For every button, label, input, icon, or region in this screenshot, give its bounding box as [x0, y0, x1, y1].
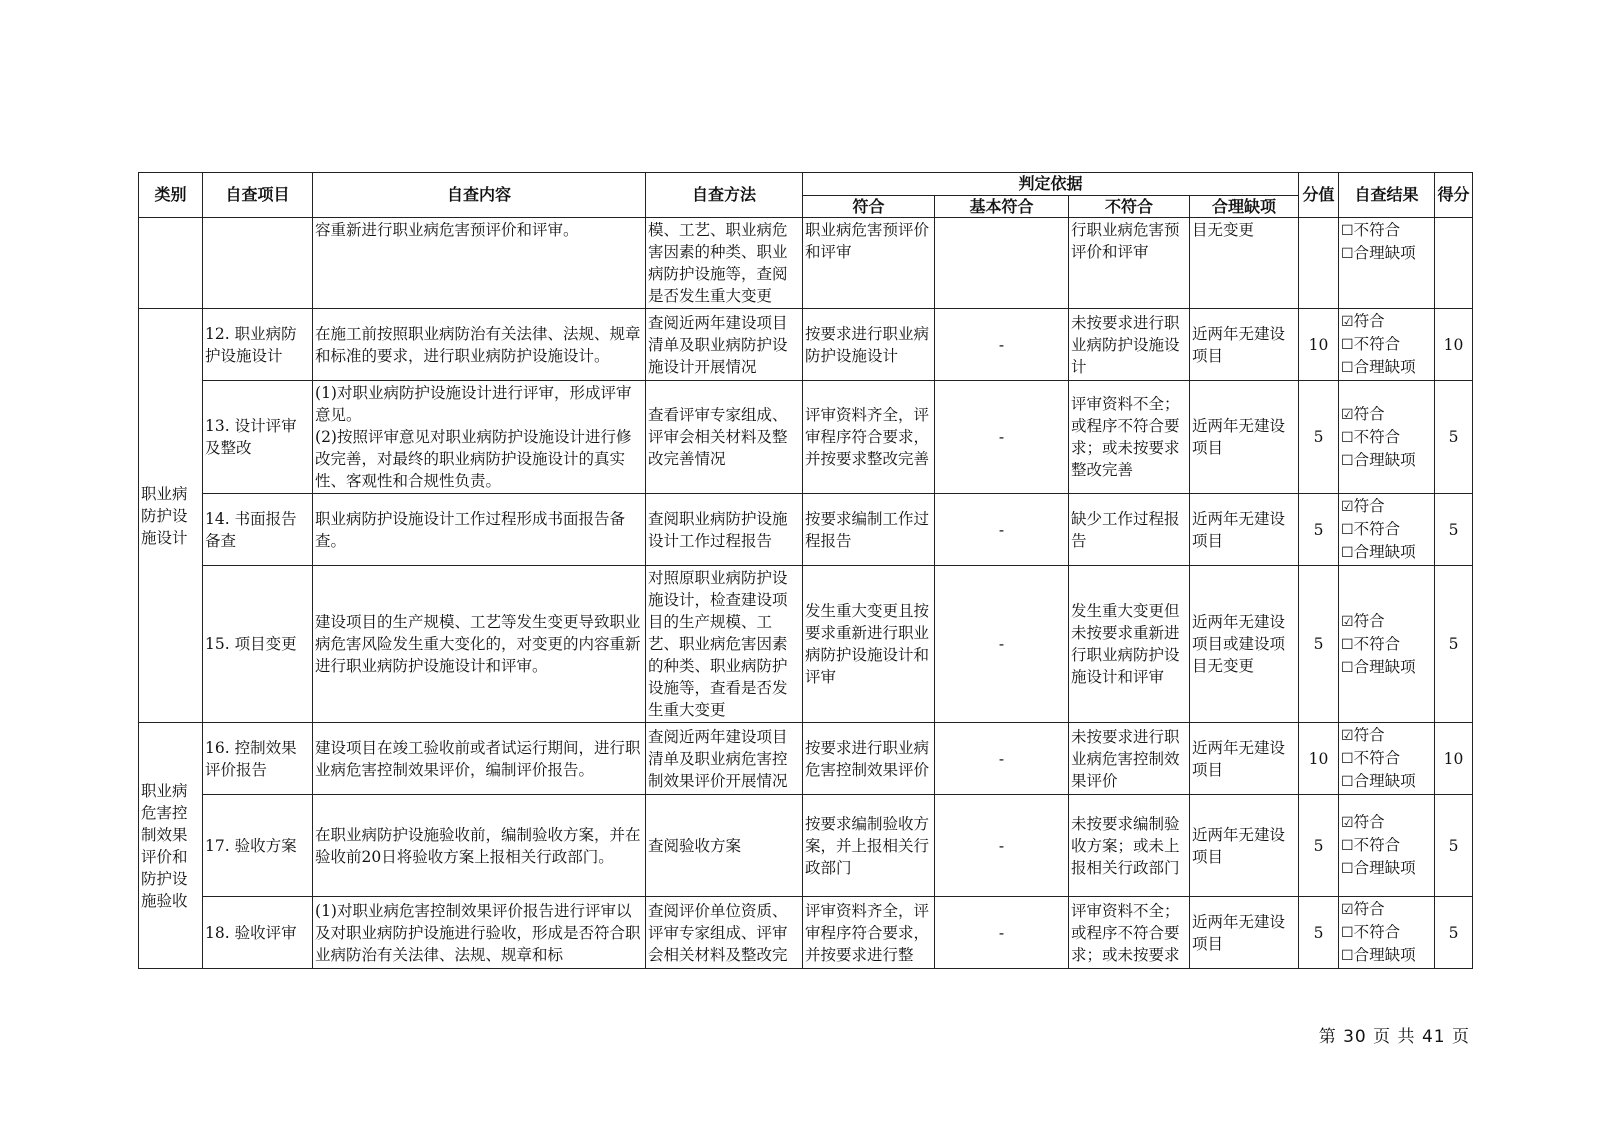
content-cell: 容重新进行职业病危害预评价和评审。: [313, 218, 646, 309]
category-cell-continued: [139, 218, 203, 309]
result-label-comply: 符合: [1353, 312, 1385, 330]
comply-cell: 按要求编制验收方案，并上报相关行政部门: [803, 795, 935, 897]
comply-cell: 按要求进行职业病危害控制效果评价: [803, 723, 935, 795]
page-footer: [1319, 1022, 1470, 1047]
footer-suffix: 页: [1452, 1027, 1470, 1047]
result-option-noncomply[interactable]: [1341, 518, 1432, 541]
noncomply-cell: 未按要求编制验收方案；或未上报相关行政部门: [1069, 795, 1190, 897]
header-score: 得分: [1435, 173, 1473, 218]
result-label-noncomply: 不符合: [1353, 749, 1401, 767]
result-label-comply: 符合: [1353, 404, 1385, 423]
result-label-missing: 合理缺项: [1353, 946, 1416, 964]
checkbox-icon[interactable]: ☐: [1341, 522, 1354, 538]
checkbox-icon[interactable]: ☑: [1341, 728, 1354, 744]
method-cell: 模、工艺、职业病危害因素的种类、职业病防护设施等，查阅是否发生重大变更: [646, 218, 803, 309]
result-option-missing[interactable]: [1341, 656, 1432, 679]
result-option-noncomply[interactable]: [1341, 219, 1432, 242]
result-label-missing: 合理缺项: [1353, 657, 1416, 676]
header-basis: 判定依据: [803, 173, 1299, 196]
result-cell: [1339, 309, 1435, 381]
result-option-comply[interactable]: [1341, 495, 1432, 518]
result-cell: [1339, 494, 1435, 566]
table-row: [139, 381, 1473, 494]
missing-cell: 近两年无建设项目或建设项目无变更: [1190, 566, 1299, 723]
basic-comply-cell: -: [935, 381, 1069, 494]
result-label-missing: 合理缺项: [1353, 543, 1416, 561]
noncomply-cell: 未按要求进行职业病防护设施设计: [1069, 309, 1190, 381]
checkbox-icon[interactable]: ☐: [1341, 223, 1354, 239]
comply-cell: 发生重大变更且按要求重新进行职业病防护设施设计和评审: [803, 566, 935, 723]
header-noncomply: 不符合: [1069, 196, 1190, 218]
result-cell: [1339, 218, 1435, 309]
content-cell: 在施工前按照职业病防治有关法律、法规、规章和标准的要求，进行职业病防护设施设计。: [313, 309, 646, 381]
score-value-cell: 5: [1299, 381, 1339, 494]
result-label-comply: 符合: [1353, 813, 1385, 831]
checkbox-icon[interactable]: ☐: [1341, 948, 1354, 964]
result-label-noncomply: 不符合: [1353, 335, 1401, 353]
score-value-cell: 5: [1299, 795, 1339, 897]
missing-cell: 近两年无建设项目: [1190, 309, 1299, 381]
result-cell: [1339, 795, 1435, 897]
comply-cell: 按要求进行职业病防护设施设计: [803, 309, 935, 381]
header-score-value: 分值: [1299, 173, 1339, 218]
header-reasonable-missing: 合理缺项: [1190, 196, 1299, 218]
missing-cell: 近两年无建设项目: [1190, 381, 1299, 494]
noncomply-cell: 发生重大变更但未按要求重新进行职业病防护设施设计和评审: [1069, 566, 1190, 723]
result-option-missing[interactable]: [1341, 356, 1432, 379]
checkbox-icon[interactable]: ☑: [1341, 499, 1354, 515]
content-cell: 职业病防护设施设计工作过程形成书面报告备查。: [313, 494, 646, 566]
footer-page-number: 30: [1343, 1027, 1367, 1047]
result-option-noncomply[interactable]: [1341, 633, 1432, 656]
checkbox-icon[interactable]: ☐: [1341, 360, 1354, 376]
checkbox-icon[interactable]: ☐: [1341, 337, 1354, 353]
result-cell: [1339, 381, 1435, 494]
header-item: 自查项目: [203, 173, 313, 218]
table-body: [139, 218, 1473, 969]
checkbox-icon[interactable]: ☑: [1341, 902, 1354, 918]
item-cell: 18. 验收评审: [203, 897, 313, 969]
basic-comply-cell: -: [935, 795, 1069, 897]
table-row: [139, 723, 1473, 795]
basic-comply-cell: -: [935, 309, 1069, 381]
result-option-missing[interactable]: [1341, 541, 1432, 564]
score-value-cell: [1299, 218, 1339, 309]
method-cell: 对照原职业病防护设施设计，检查建设项目的生产规模、工艺、职业病危害因素的种类、职业病防护设施等，查看是否发生重大变更: [646, 566, 803, 723]
table-row: [139, 218, 1473, 309]
category-evaluation: 职业病危害控制效果评价和防护设施验收: [139, 723, 203, 969]
score-value-cell: 5: [1299, 897, 1339, 969]
missing-cell: 近两年无建设项目: [1190, 723, 1299, 795]
checkbox-icon[interactable]: ☑: [1341, 613, 1354, 630]
score-cell: 10: [1435, 309, 1473, 381]
result-cell: [1339, 566, 1435, 723]
noncomply-cell: 评审资料不全；或程序不符合要求；或未按要求: [1069, 897, 1190, 969]
checkbox-icon[interactable]: ☑: [1341, 406, 1354, 423]
method-cell: 查阅近两年建设项目清单及职业病危害控制效果评价开展情况: [646, 723, 803, 795]
footer-prefix: 第: [1318, 1027, 1337, 1047]
header-category: 类别: [139, 173, 203, 218]
result-label-noncomply: 不符合: [1353, 634, 1401, 653]
footer-total-pages: 41: [1421, 1027, 1446, 1047]
checkbox-icon[interactable]: ☑: [1341, 314, 1354, 330]
result-option-comply[interactable]: [1341, 724, 1432, 747]
missing-cell: 近两年无建设项目: [1190, 897, 1299, 969]
result-option-noncomply[interactable]: [1341, 333, 1432, 356]
item-cell: 13. 设计评审及整改: [203, 381, 313, 494]
score-cell: 5: [1435, 566, 1473, 723]
header-result: 自查结果: [1339, 173, 1435, 218]
result-label-comply: 符合: [1353, 611, 1385, 630]
result-option-missing[interactable]: [1341, 242, 1432, 265]
result-option-comply[interactable]: [1341, 310, 1432, 333]
item-cell: 12. 职业病防护设施设计: [203, 309, 313, 381]
table-row: [139, 795, 1473, 897]
result-label-noncomply: 不符合: [1353, 520, 1401, 538]
method-cell: 查看评审专家组成、评审会相关材料及整改完善情况: [646, 381, 803, 494]
basic-comply-cell: [935, 218, 1069, 309]
item-cell: 16. 控制效果评价报告: [203, 723, 313, 795]
basic-comply-cell: -: [935, 566, 1069, 723]
result-label-missing: 合理缺项: [1353, 450, 1416, 469]
result-option-missing[interactable]: [1341, 857, 1432, 880]
result-cell: [1339, 897, 1435, 969]
content-cell: 建设项目在竣工验收前或者试运行期间，进行职业病危害控制效果评价，编制评价报告。: [313, 723, 646, 795]
method-cell: 查阅近两年建设项目清单及职业病防护设施设计开展情况: [646, 309, 803, 381]
result-label-missing: 合理缺项: [1353, 244, 1416, 262]
noncomply-cell: 缺少工作过程报告: [1069, 494, 1190, 566]
result-option-comply[interactable]: [1341, 610, 1432, 633]
result-option-noncomply[interactable]: [1341, 426, 1432, 449]
table-row: [139, 566, 1473, 723]
score-cell: 5: [1435, 795, 1473, 897]
header-basic-comply: 基本符合: [935, 196, 1069, 218]
score-value-cell: 10: [1299, 723, 1339, 795]
item-cell: 15. 项目变更: [203, 566, 313, 723]
checkbox-icon[interactable]: ☐: [1341, 838, 1354, 854]
missing-cell: 近两年无建设项目: [1190, 795, 1299, 897]
noncomply-cell: 未按要求进行职业病危害控制效果评价: [1069, 723, 1190, 795]
result-option-noncomply[interactable]: [1341, 747, 1432, 770]
checkbox-icon[interactable]: ☐: [1341, 429, 1354, 446]
result-label-missing: 合理缺项: [1353, 859, 1416, 877]
result-label-noncomply: 不符合: [1353, 221, 1401, 239]
checkbox-icon[interactable]: ☐: [1341, 861, 1354, 877]
result-option-missing[interactable]: [1341, 944, 1432, 967]
content-cell: (1)对职业病防护设施设计进行评审，形成评审意见。 (2)按照评审意见对职业病防护设施设计进行修改完善，对最终的职业病防护设施设计的真实性、客观性和合规性负责。: [313, 381, 646, 494]
result-label-missing: 合理缺项: [1353, 772, 1416, 790]
content-cell: 建设项目的生产规模、工艺等发生变更导致职业病危害风险发生重大变化的，对变更的内容重新进行职业病防护设施设计和评审。: [313, 566, 646, 723]
method-cell: 查阅验收方案: [646, 795, 803, 897]
checkbox-icon[interactable]: ☐: [1341, 774, 1354, 790]
score-value-cell: 5: [1299, 566, 1339, 723]
checkbox-icon[interactable]: ☐: [1341, 636, 1354, 653]
basic-comply-cell: -: [935, 494, 1069, 566]
basic-comply-cell: -: [935, 897, 1069, 969]
score-cell: 5: [1435, 494, 1473, 566]
header-method: 自查方法: [646, 173, 803, 218]
missing-cell: 近两年无建设项目: [1190, 494, 1299, 566]
checkbox-icon[interactable]: ☐: [1341, 925, 1354, 941]
score-cell: [1435, 218, 1473, 309]
comply-cell: 职业病危害预评价和评审: [803, 218, 935, 309]
score-cell: 5: [1435, 897, 1473, 969]
self-inspection-table: [138, 172, 1473, 969]
footer-middle: 页 共: [1373, 1027, 1416, 1047]
result-option-missing[interactable]: [1341, 770, 1432, 793]
result-option-comply[interactable]: [1341, 811, 1432, 834]
result-label-comply: 符合: [1353, 900, 1385, 918]
result-option-noncomply[interactable]: [1341, 921, 1432, 944]
noncomply-cell: 行职业病危害预评价和评审: [1069, 218, 1190, 309]
item-cell: 14. 书面报告备查: [203, 494, 313, 566]
header-comply: 符合: [803, 196, 935, 218]
checkbox-icon[interactable]: ☐: [1341, 659, 1354, 676]
checkbox-icon[interactable]: ☐: [1341, 452, 1354, 469]
table-row: [139, 494, 1473, 566]
score-value-cell: 5: [1299, 494, 1339, 566]
result-option-noncomply[interactable]: [1341, 834, 1432, 857]
header-content: 自查内容: [313, 173, 646, 218]
result-option-comply[interactable]: [1341, 403, 1432, 426]
comply-cell: 评审资料齐全，评审程序符合要求，并按要求整改完善: [803, 381, 935, 494]
result-label-comply: 符合: [1353, 726, 1385, 744]
checkbox-icon[interactable]: ☑: [1341, 815, 1354, 831]
item-cell: [203, 218, 313, 309]
result-option-missing[interactable]: [1341, 449, 1432, 472]
result-label-missing: 合理缺项: [1353, 358, 1416, 376]
missing-cell: 目无变更: [1190, 218, 1299, 309]
score-value-cell: 10: [1299, 309, 1339, 381]
comply-cell: 按要求编制工作过程报告: [803, 494, 935, 566]
basic-comply-cell: -: [935, 723, 1069, 795]
table-row: [139, 309, 1473, 381]
table-row: [139, 897, 1473, 969]
result-label-noncomply: 不符合: [1353, 836, 1401, 854]
method-cell: 查阅职业病防护设施设计工作过程报告: [646, 494, 803, 566]
result-label-comply: 符合: [1353, 497, 1385, 515]
category-design: 职业病防护设施设计: [139, 309, 203, 723]
comply-cell: 评审资料齐全，评审程序符合要求，并按要求进行整: [803, 897, 935, 969]
checkbox-icon[interactable]: ☐: [1341, 545, 1354, 561]
checkbox-icon[interactable]: ☐: [1341, 751, 1354, 767]
method-cell: 查阅评价单位资质、评审专家组成、评审会相关材料及整改完: [646, 897, 803, 969]
result-label-noncomply: 不符合: [1353, 427, 1401, 446]
result-cell: [1339, 723, 1435, 795]
content-cell: (1)对职业病危害控制效果评价报告进行评审以及对职业病防护设施进行验收，形成是否符合职业病防治有关法律、法规、规章和标: [313, 897, 646, 969]
score-cell: 5: [1435, 381, 1473, 494]
score-cell: 10: [1435, 723, 1473, 795]
result-label-noncomply: 不符合: [1353, 923, 1401, 941]
checkbox-icon[interactable]: ☐: [1341, 246, 1354, 262]
noncomply-cell: 评审资料不全；或程序不符合要求；或未按要求整改完善: [1069, 381, 1190, 494]
result-option-comply[interactable]: [1341, 898, 1432, 921]
item-cell: 17. 验收方案: [203, 795, 313, 897]
content-cell: 在职业病防护设施验收前，编制验收方案，并在验收前20日将验收方案上报相关行政部门。: [313, 795, 646, 897]
